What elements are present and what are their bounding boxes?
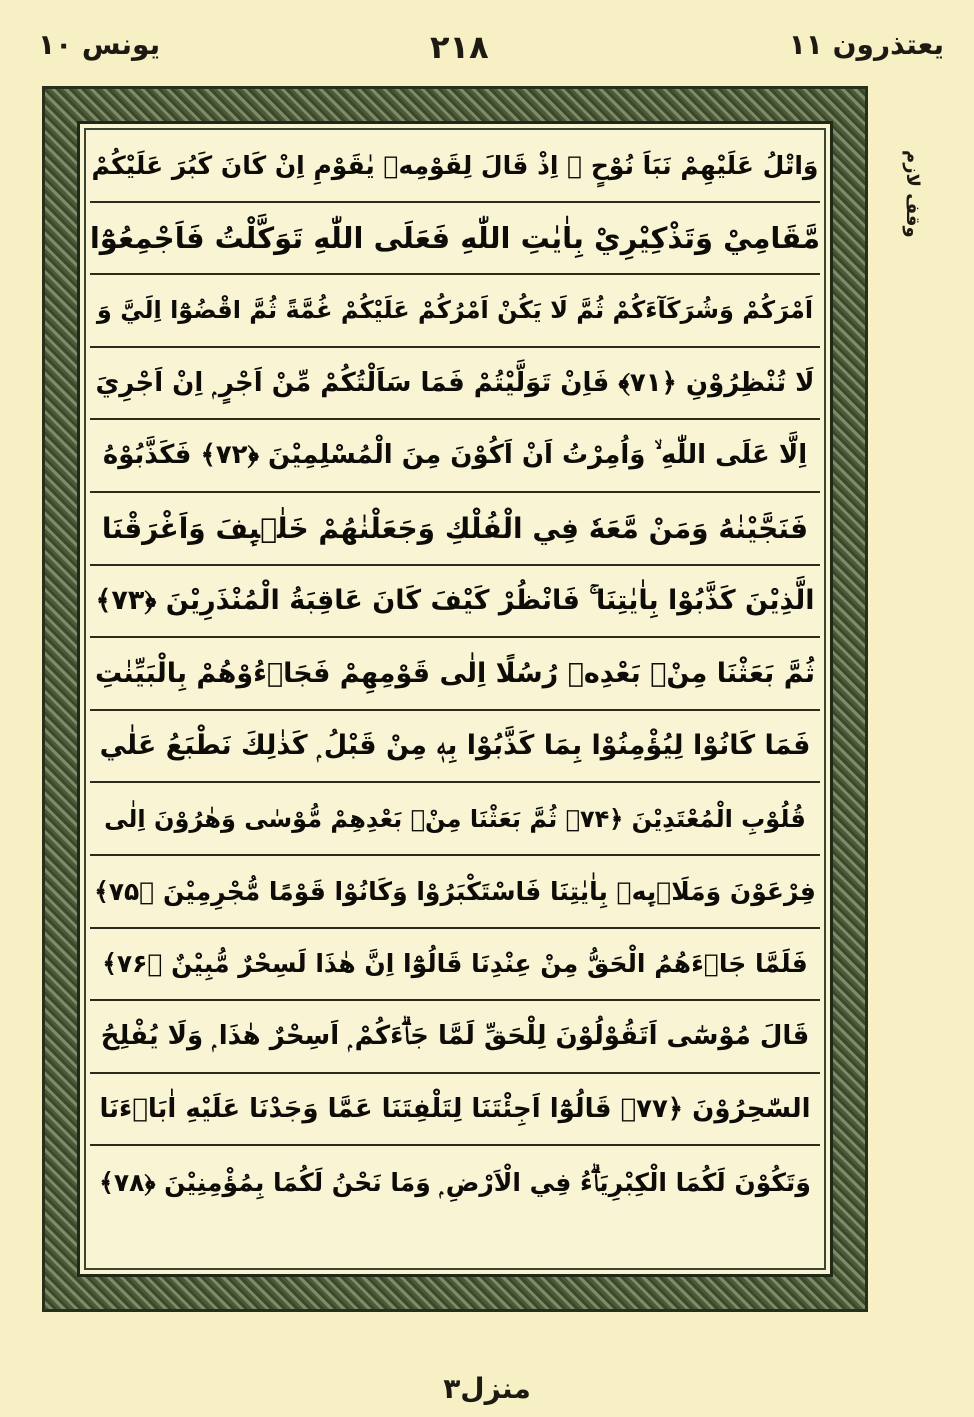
verse-line: الَّذِيْنَ كَذَّبُوْا بِاٰيٰتِنَا ۚ فَانْظُرْ كَيْفَ كَانَ عَاقِبَةُ الْمُنْذَرِيْنَ ﴿۷۳﴾ [90,566,820,639]
decorative-border [42,86,868,1312]
verse-line: قُلُوْبِ الْمُعْتَدِيْنَ ﴿۷۴﴾ ثُمَّ بَعَثْنَا مِنْۢ بَعْدِهِمْ مُّوْسٰى وَهٰرُوْنَ اِلٰى [90,783,820,856]
verse-line: مَّقَامِيْ وَتَذْكِيْرِيْ بِاٰيٰتِ اللّٰهِ فَعَلَى اللّٰهِ تَوَكَّلْتُ فَاَجْمِعُوْٓا [90,203,820,276]
verse-line: فَمَا كَانُوْا لِيُؤْمِنُوْا بِمَا كَذَّبُوْا بِهٖ مِنْ قَبْلُ ۭ كَذٰلِكَ نَطْبَعُ عَلٰي [90,711,820,784]
verse-line: وَتَكُوْنَ لَكُمَا الْكِبْرِيَاۗءُ فِي الْاَرْضِ ۭ وَمَا نَحْنُ لَكُمَا بِمُؤْمِنِيْنَ ﴿۷۸﴾ [99,1167,811,1197]
verse-line: ثُمَّ بَعَثْنَا مِنْۢ بَعْدِهٖ رُسُلًا اِلٰى قَوْمِهِمْ فَجَاۗءُوْهُمْ بِالْبَيِّنٰتِ [90,638,820,711]
verse-line: فِرْعَوْنَ وَمَلَا۟ىِٕهٖ بِاٰيٰتِنَا فَاسْتَكْبَرُوْا وَكَانُوْا قَوْمًا مُّجْرِمِيْنَ ﴿۷۵﴾ [90,856,820,929]
verse-line: وَاتْلُ عَلَيْهِمْ نَبَاَ نُوْحٍ ۘ اِذْ قَالَ لِقَوْمِهٖ يٰقَوْمِ اِنْ كَانَ كَبُرَ عَلَيْكُمْ [90,130,820,203]
para-label: یعتذرون ۱۱ [788,28,944,61]
verse-line: اِلَّا عَلَى اللّٰهِ ۙ وَاُمِرْتُ اَنْ اَكُوْنَ مِنَ الْمُسْلِمِيْنَ ﴿۷۲﴾ فَكَذَّبُوْهُ [90,420,820,493]
verse-lines [90,130,820,1268]
manzil-label: منزل۳ [443,1372,531,1405]
verse-line: فَنَجَّيْنٰهُ وَمَنْ مَّعَهٗ فِي الْفُلْكِ وَجَعَلْنٰهُمْ خَلٰۗىِٕفَ وَاَغْرَقْنَا [90,493,820,566]
margin-note: وقف لازم [902,150,923,238]
verse-line: اَمْرَكُمْ وَشُرَكَآءَكُمْ ثُمَّ لَا يَكُنْ اَمْرُكُمْ عَلَيْكُمْ غُمَّةً ثُمَّ اقْضُوْٓا اِلَيَّ وَ [90,275,820,348]
verse-line: السّٰحِرُوْنَ ﴿۷۷﴾ قَالُوْٓا اَجِئْتَنَا لِتَلْفِتَنَا عَمَّا وَجَدْنَا عَلَيْهِ اٰبَاۗءَنَا [90,1074,820,1147]
verse-line: لَا تُنْظِرُوْنِ ﴿۷۱﴾ فَاِنْ تَوَلَّيْتُمْ فَمَا سَاَلْتُكُمْ مِّنْ اَجْرٍ ۭ اِنْ اَجْرِيَ [90,348,820,421]
text-panel [77,121,833,1277]
surah-label: یونس ۱۰ [38,28,161,61]
page-header [0,0,974,80]
verse-line: فَلَمَّا جَاۗءَهُمُ الْحَقُّ مِنْ عِنْدِنَا قَالُوْٓا اِنَّ هٰذَا لَسِحْرٌ مُّبِيْنٌ ﴿۷۶﴾ [90,929,820,1002]
page-number: ۲۱۸ [430,28,489,66]
verse-line: قَالَ مُوْسٰٓى اَتَقُوْلُوْنَ لِلْحَقِّ لَمَّا جَاۗءَكُمْ ۭ اَسِحْرٌ هٰذَا ۭ وَلَا يُفْلِحُ [90,1001,820,1074]
